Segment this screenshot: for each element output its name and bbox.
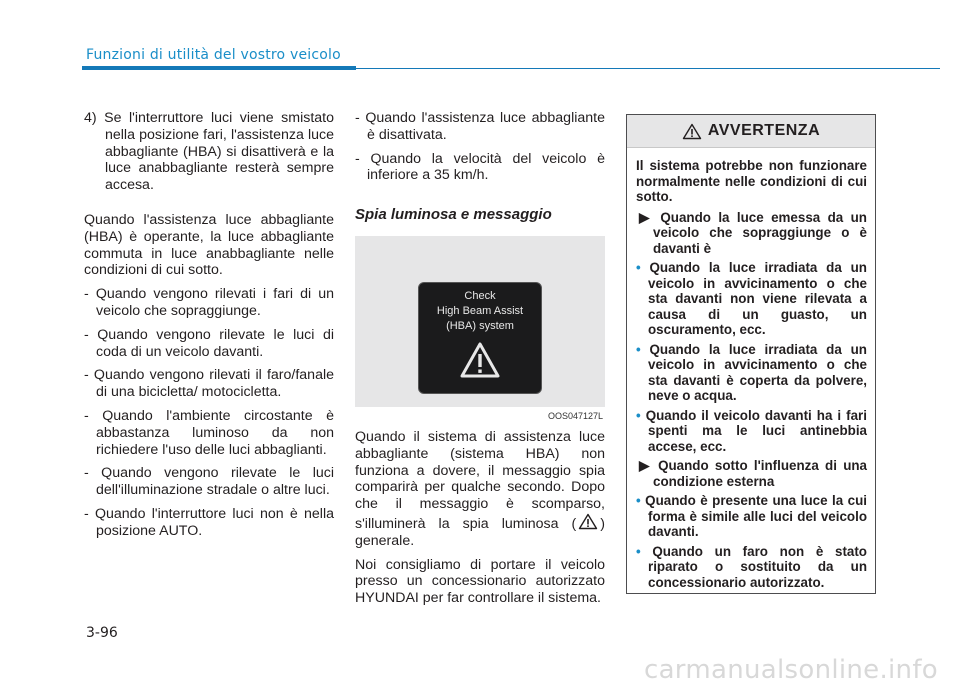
screen-line: (HBA) system xyxy=(446,319,514,332)
screen-line: High Beam Assist xyxy=(436,304,524,317)
section-header-title: Funzioni di utilità del vostro veicolo xyxy=(86,47,341,63)
watermark: carmanualsonline.info xyxy=(643,655,938,685)
bullet-icon: • xyxy=(636,341,650,357)
warning-bullet-item: • Quando è presente una luce la cui forma è simile alle luci del veicolo davanti. xyxy=(636,493,867,539)
warning-bullet-item: • Quando il veicolo davanti ha i fari spenti ma le luci antinebbia accese, ecc. xyxy=(636,407,867,454)
screen-line: Check xyxy=(464,289,496,302)
list-item: - Quando l'ambiente circostante è abbastanza luminoso da non richiedere l'uso delle luci abbaglianti. xyxy=(84,407,334,458)
cluster-figure xyxy=(355,236,605,422)
warning-bullet-item: • Quando la luce irradiata da un veicolo in avvicinamento o che sta davanti non viene rilevata a causa di un guasto, un oscuramento, ecc. xyxy=(636,260,867,337)
warning-bullet-item: • Quando la luce irradiata da un veicolo in avvicinamento o che sta davanti è coperta da polvere, neve o acqua. xyxy=(636,341,867,403)
warning-lamp-icon xyxy=(578,513,598,530)
cluster-message xyxy=(419,289,541,334)
paragraph-text: Quando il sistema di assistenza luce abbagliante (sistema HBA) non funziona a dovere, il messaggio spia comparirà per qualche secondo. Dopo che il messaggio è scomparso, s'illuminerà la spia luminosa ( xyxy=(355,428,605,532)
bullet-icon: • xyxy=(636,260,650,275)
warning-arrow-item: ▶ Quando la luce emessa da un veicolo che sopraggiunge o è davanti è xyxy=(639,209,867,256)
page-number: 3-96 xyxy=(86,625,118,641)
list-item: - Quando vengono rilevati il faro/fanale di una bicicletta/ motocicletta. xyxy=(84,367,334,401)
list-item-4: 4) Se l'interruttore luci viene smistato nella posizione fari, l'assistenza luce abbagliante (HBA) si disattiverà e la luce anabbagliante resterà sempre accesa. xyxy=(84,110,334,194)
list-item: - Quando vengono rilevate le luci dell'illuminazione stradale o altre luci. xyxy=(84,465,334,499)
list-item: - Quando vengono rilevate le luci di coda di un veicolo davanti. xyxy=(84,326,334,360)
figure-code: OOS047127L xyxy=(547,411,603,422)
arrow-right-icon: ▶ xyxy=(639,458,659,473)
section-title: Spia luminosa e messaggio xyxy=(355,206,552,224)
middle-column xyxy=(355,110,605,607)
bullet-icon: • xyxy=(636,493,646,508)
arrow-right-icon: ▶ xyxy=(639,209,661,225)
warning-intro: Il sistema potrebbe non funzionare normalmente nelle condizioni di cui sotto. xyxy=(636,158,867,204)
malfunction-paragraph xyxy=(355,429,605,550)
cluster-display xyxy=(418,282,542,394)
bullet-icon: • xyxy=(636,543,653,559)
hba-intro-paragraph: Quando l'assistenza luce abbagliante (HBA) è operante, la luce abbagliante commuta in luce anabbagliante nelle condizioni di cui sotto. xyxy=(84,211,334,279)
warning-title: AVVERTENZA xyxy=(707,122,821,139)
warning-header xyxy=(627,115,875,148)
list-item: - Quando l'interruttore luci non è nella posizione AUTO. xyxy=(84,505,334,539)
warning-triangle-icon xyxy=(459,341,501,379)
paragraph-text: ) generale. xyxy=(355,515,605,549)
warning-box xyxy=(626,114,876,594)
header-rule-thick xyxy=(82,66,356,70)
warning-triangle-icon xyxy=(682,123,702,140)
warning-arrow-item: ▶ Quando sotto l'influenza di una condizione esterna xyxy=(639,458,867,489)
list-item: - Quando vengono rilevati i fari di un veicolo che sopraggiunge. xyxy=(84,286,334,319)
recommendation-paragraph: Noi consigliamo di portare il veicolo presso un concessionario autorizzato HYUNDAI per far controllare il sistema. xyxy=(355,556,605,607)
left-column xyxy=(84,110,334,547)
warning-body xyxy=(627,148,875,590)
warning-bullet-item: • Quando un faro non è stato riparato o sostituito da un concessionario autorizzato. xyxy=(636,543,867,590)
header-rule-thin xyxy=(356,68,940,69)
list-item: - Quando la velocità del veicolo è inferiore a 35 km/h. xyxy=(355,150,605,184)
list-item: - Quando l'assistenza luce abbagliante è disattivata. xyxy=(355,110,605,143)
bullet-icon: • xyxy=(636,407,646,423)
